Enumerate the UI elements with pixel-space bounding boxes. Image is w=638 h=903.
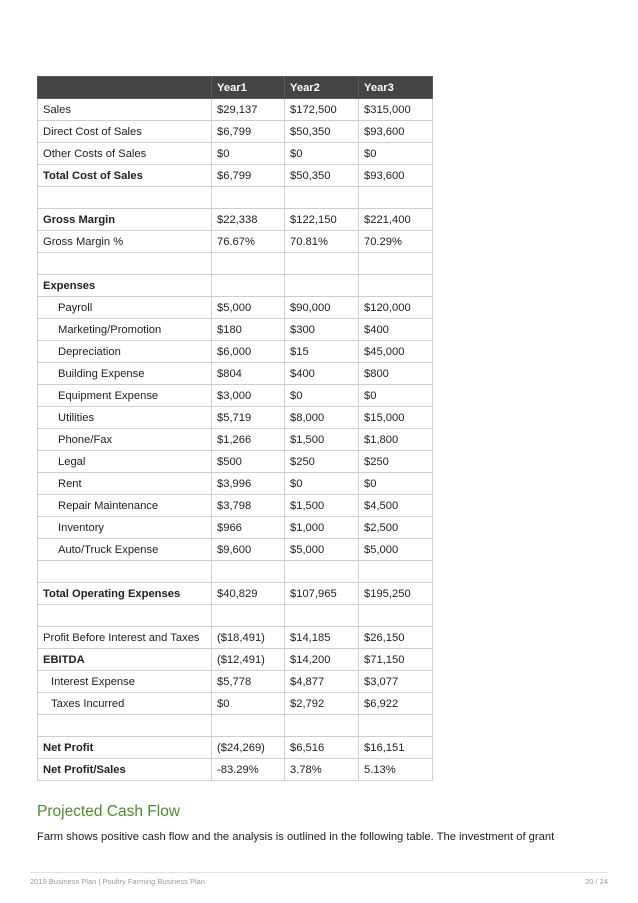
year2-value-cell [285,715,359,737]
section-title: Projected Cash Flow [37,803,181,820]
row-label-cell: Depreciation [38,341,212,363]
row-label-cell: Utilities [38,407,212,429]
year2-value-cell: $14,185 [285,627,359,649]
footer-page-number: 20 / 24 [585,877,608,886]
row-label-cell: Total Operating Expenses [38,583,212,605]
year3-value-cell [359,275,433,297]
year3-value-cell: $5,000 [359,539,433,561]
year2-value-cell: $50,350 [285,121,359,143]
year2-value-cell [285,187,359,209]
year1-value-cell [212,561,285,583]
year2-value-cell: 3.78% [285,759,359,781]
year3-value-cell: $71,150 [359,649,433,671]
year3-value-cell: $6,922 [359,693,433,715]
header-cell-year1: Year1 [212,77,285,99]
row-label-cell [38,715,212,737]
table-row [38,627,433,649]
year3-value-cell: $195,250 [359,583,433,605]
year2-value-cell: $1,000 [285,517,359,539]
year2-value-cell: $90,000 [285,297,359,319]
table-row [38,275,433,297]
row-label-cell: Gross Margin % [38,231,212,253]
year1-value-cell: $804 [212,363,285,385]
year3-value-cell: $221,400 [359,209,433,231]
year3-value-cell [359,561,433,583]
table-row [38,429,433,451]
year3-value-cell: $315,000 [359,99,433,121]
row-label-cell: Other Costs of Sales [38,143,212,165]
row-label-cell: Legal [38,451,212,473]
year2-value-cell: 70.81% [285,231,359,253]
year2-value-cell: $4,877 [285,671,359,693]
row-label-cell: Repair Maintenance [38,495,212,517]
table-row [38,297,433,319]
table-row [38,231,433,253]
year1-value-cell: $9,600 [212,539,285,561]
year3-value-cell: $120,000 [359,297,433,319]
table-row [38,671,433,693]
year2-value-cell: $6,516 [285,737,359,759]
year1-value-cell: $5,719 [212,407,285,429]
row-label-cell: Sales [38,99,212,121]
year2-value-cell: $107,965 [285,583,359,605]
year2-value-cell: $0 [285,473,359,495]
table-row [38,121,433,143]
year3-value-cell: $2,500 [359,517,433,539]
year1-value-cell: $180 [212,319,285,341]
row-label-cell: Gross Margin [38,209,212,231]
table-row [38,473,433,495]
table-row [38,715,433,737]
profit-loss-table [37,76,433,781]
table-row [38,363,433,385]
table-row [38,385,433,407]
year1-value-cell: $966 [212,517,285,539]
row-label-cell [38,561,212,583]
row-label-cell [38,187,212,209]
year1-value-cell: 76.67% [212,231,285,253]
header-cell-blank [38,77,212,99]
year2-value-cell [285,253,359,275]
row-label-cell: Inventory [38,517,212,539]
table-row [38,539,433,561]
year3-value-cell: $16,151 [359,737,433,759]
year3-value-cell: $4,500 [359,495,433,517]
year2-value-cell: $1,500 [285,429,359,451]
table-row [38,319,433,341]
year3-value-cell: $0 [359,385,433,407]
year3-value-cell: $0 [359,143,433,165]
year1-value-cell [212,187,285,209]
year1-value-cell: $3,000 [212,385,285,407]
year3-value-cell: $0 [359,473,433,495]
table-row [38,605,433,627]
row-label-cell: Taxes Incurred [38,693,212,715]
year3-value-cell: 70.29% [359,231,433,253]
year1-value-cell: $22,338 [212,209,285,231]
year1-value-cell: $6,799 [212,121,285,143]
year1-value-cell: $5,778 [212,671,285,693]
row-label-cell: Net Profit/Sales [38,759,212,781]
year2-value-cell: $15 [285,341,359,363]
year3-value-cell: $93,600 [359,165,433,187]
year1-value-cell: $40,829 [212,583,285,605]
row-label-cell: Direct Cost of Sales [38,121,212,143]
year2-value-cell: $122,150 [285,209,359,231]
year2-value-cell: $50,350 [285,165,359,187]
year1-value-cell [212,275,285,297]
year2-value-cell [285,561,359,583]
year3-value-cell: 5.13% [359,759,433,781]
table-row [38,517,433,539]
year2-value-cell: $0 [285,143,359,165]
year1-value-cell: $0 [212,143,285,165]
year3-value-cell: $15,000 [359,407,433,429]
footer-document-title: 2019 Business Plan | Poultry Farming Business Plan [30,877,205,886]
year1-value-cell: ($18,491) [212,627,285,649]
year3-value-cell: $3,077 [359,671,433,693]
footer-divider [30,872,608,873]
year1-value-cell: ($12,491) [212,649,285,671]
year1-value-cell [212,715,285,737]
year1-value-cell: ($24,269) [212,737,285,759]
year3-value-cell: $1,800 [359,429,433,451]
year2-value-cell: $2,792 [285,693,359,715]
table-row [38,561,433,583]
row-label-cell: Equipment Expense [38,385,212,407]
year3-value-cell: $250 [359,451,433,473]
year2-value-cell: $250 [285,451,359,473]
table-row [38,99,433,121]
year2-value-cell: $5,000 [285,539,359,561]
table-row [38,737,433,759]
row-label-cell: Payroll [38,297,212,319]
year1-value-cell: $6,000 [212,341,285,363]
row-label-cell: Net Profit [38,737,212,759]
row-label-cell: Profit Before Interest and Taxes [38,627,212,649]
row-label-cell [38,605,212,627]
row-label-cell: Building Expense [38,363,212,385]
year2-value-cell: $300 [285,319,359,341]
year3-value-cell: $26,150 [359,627,433,649]
year2-value-cell: $8,000 [285,407,359,429]
year1-value-cell [212,605,285,627]
table-row [38,209,433,231]
year3-value-cell: $93,600 [359,121,433,143]
row-label-cell: Interest Expense [38,671,212,693]
table-row [38,407,433,429]
year1-value-cell: -83.29% [212,759,285,781]
year3-value-cell: $800 [359,363,433,385]
year1-value-cell: $5,000 [212,297,285,319]
year1-value-cell [212,253,285,275]
table-row [38,693,433,715]
year1-value-cell: $6,799 [212,165,285,187]
table-row [38,649,433,671]
year1-value-cell: $500 [212,451,285,473]
year3-value-cell [359,187,433,209]
year3-value-cell [359,605,433,627]
year2-value-cell [285,605,359,627]
year3-value-cell: $45,000 [359,341,433,363]
table-row [38,495,433,517]
table-body [38,99,433,781]
row-label-cell: Rent [38,473,212,495]
year2-value-cell: $400 [285,363,359,385]
year2-value-cell: $172,500 [285,99,359,121]
table-header-row [38,77,433,99]
table-row [38,341,433,363]
year1-value-cell: $0 [212,693,285,715]
section-paragraph: Farm shows positive cash flow and the analysis is outlined in the following table. The investment of grant [37,831,555,843]
row-label-cell: Total Cost of Sales [38,165,212,187]
table-row [38,165,433,187]
year1-value-cell: $3,798 [212,495,285,517]
year1-value-cell: $3,996 [212,473,285,495]
year3-value-cell: $400 [359,319,433,341]
table-row [38,451,433,473]
row-label-cell [38,253,212,275]
row-label-cell: EBITDA [38,649,212,671]
header-cell-year2: Year2 [285,77,359,99]
row-label-cell: Auto/Truck Expense [38,539,212,561]
year2-value-cell: $0 [285,385,359,407]
year3-value-cell [359,253,433,275]
header-cell-year3: Year3 [359,77,433,99]
year3-value-cell [359,715,433,737]
table-row [38,253,433,275]
row-label-cell: Expenses [38,275,212,297]
year1-value-cell: $1,266 [212,429,285,451]
table-row [38,583,433,605]
year1-value-cell: $29,137 [212,99,285,121]
table-row [38,187,433,209]
table-row [38,143,433,165]
row-label-cell: Phone/Fax [38,429,212,451]
year2-value-cell: $14,200 [285,649,359,671]
year2-value-cell [285,275,359,297]
table-row [38,759,433,781]
row-label-cell: Marketing/Promotion [38,319,212,341]
year2-value-cell: $1,500 [285,495,359,517]
